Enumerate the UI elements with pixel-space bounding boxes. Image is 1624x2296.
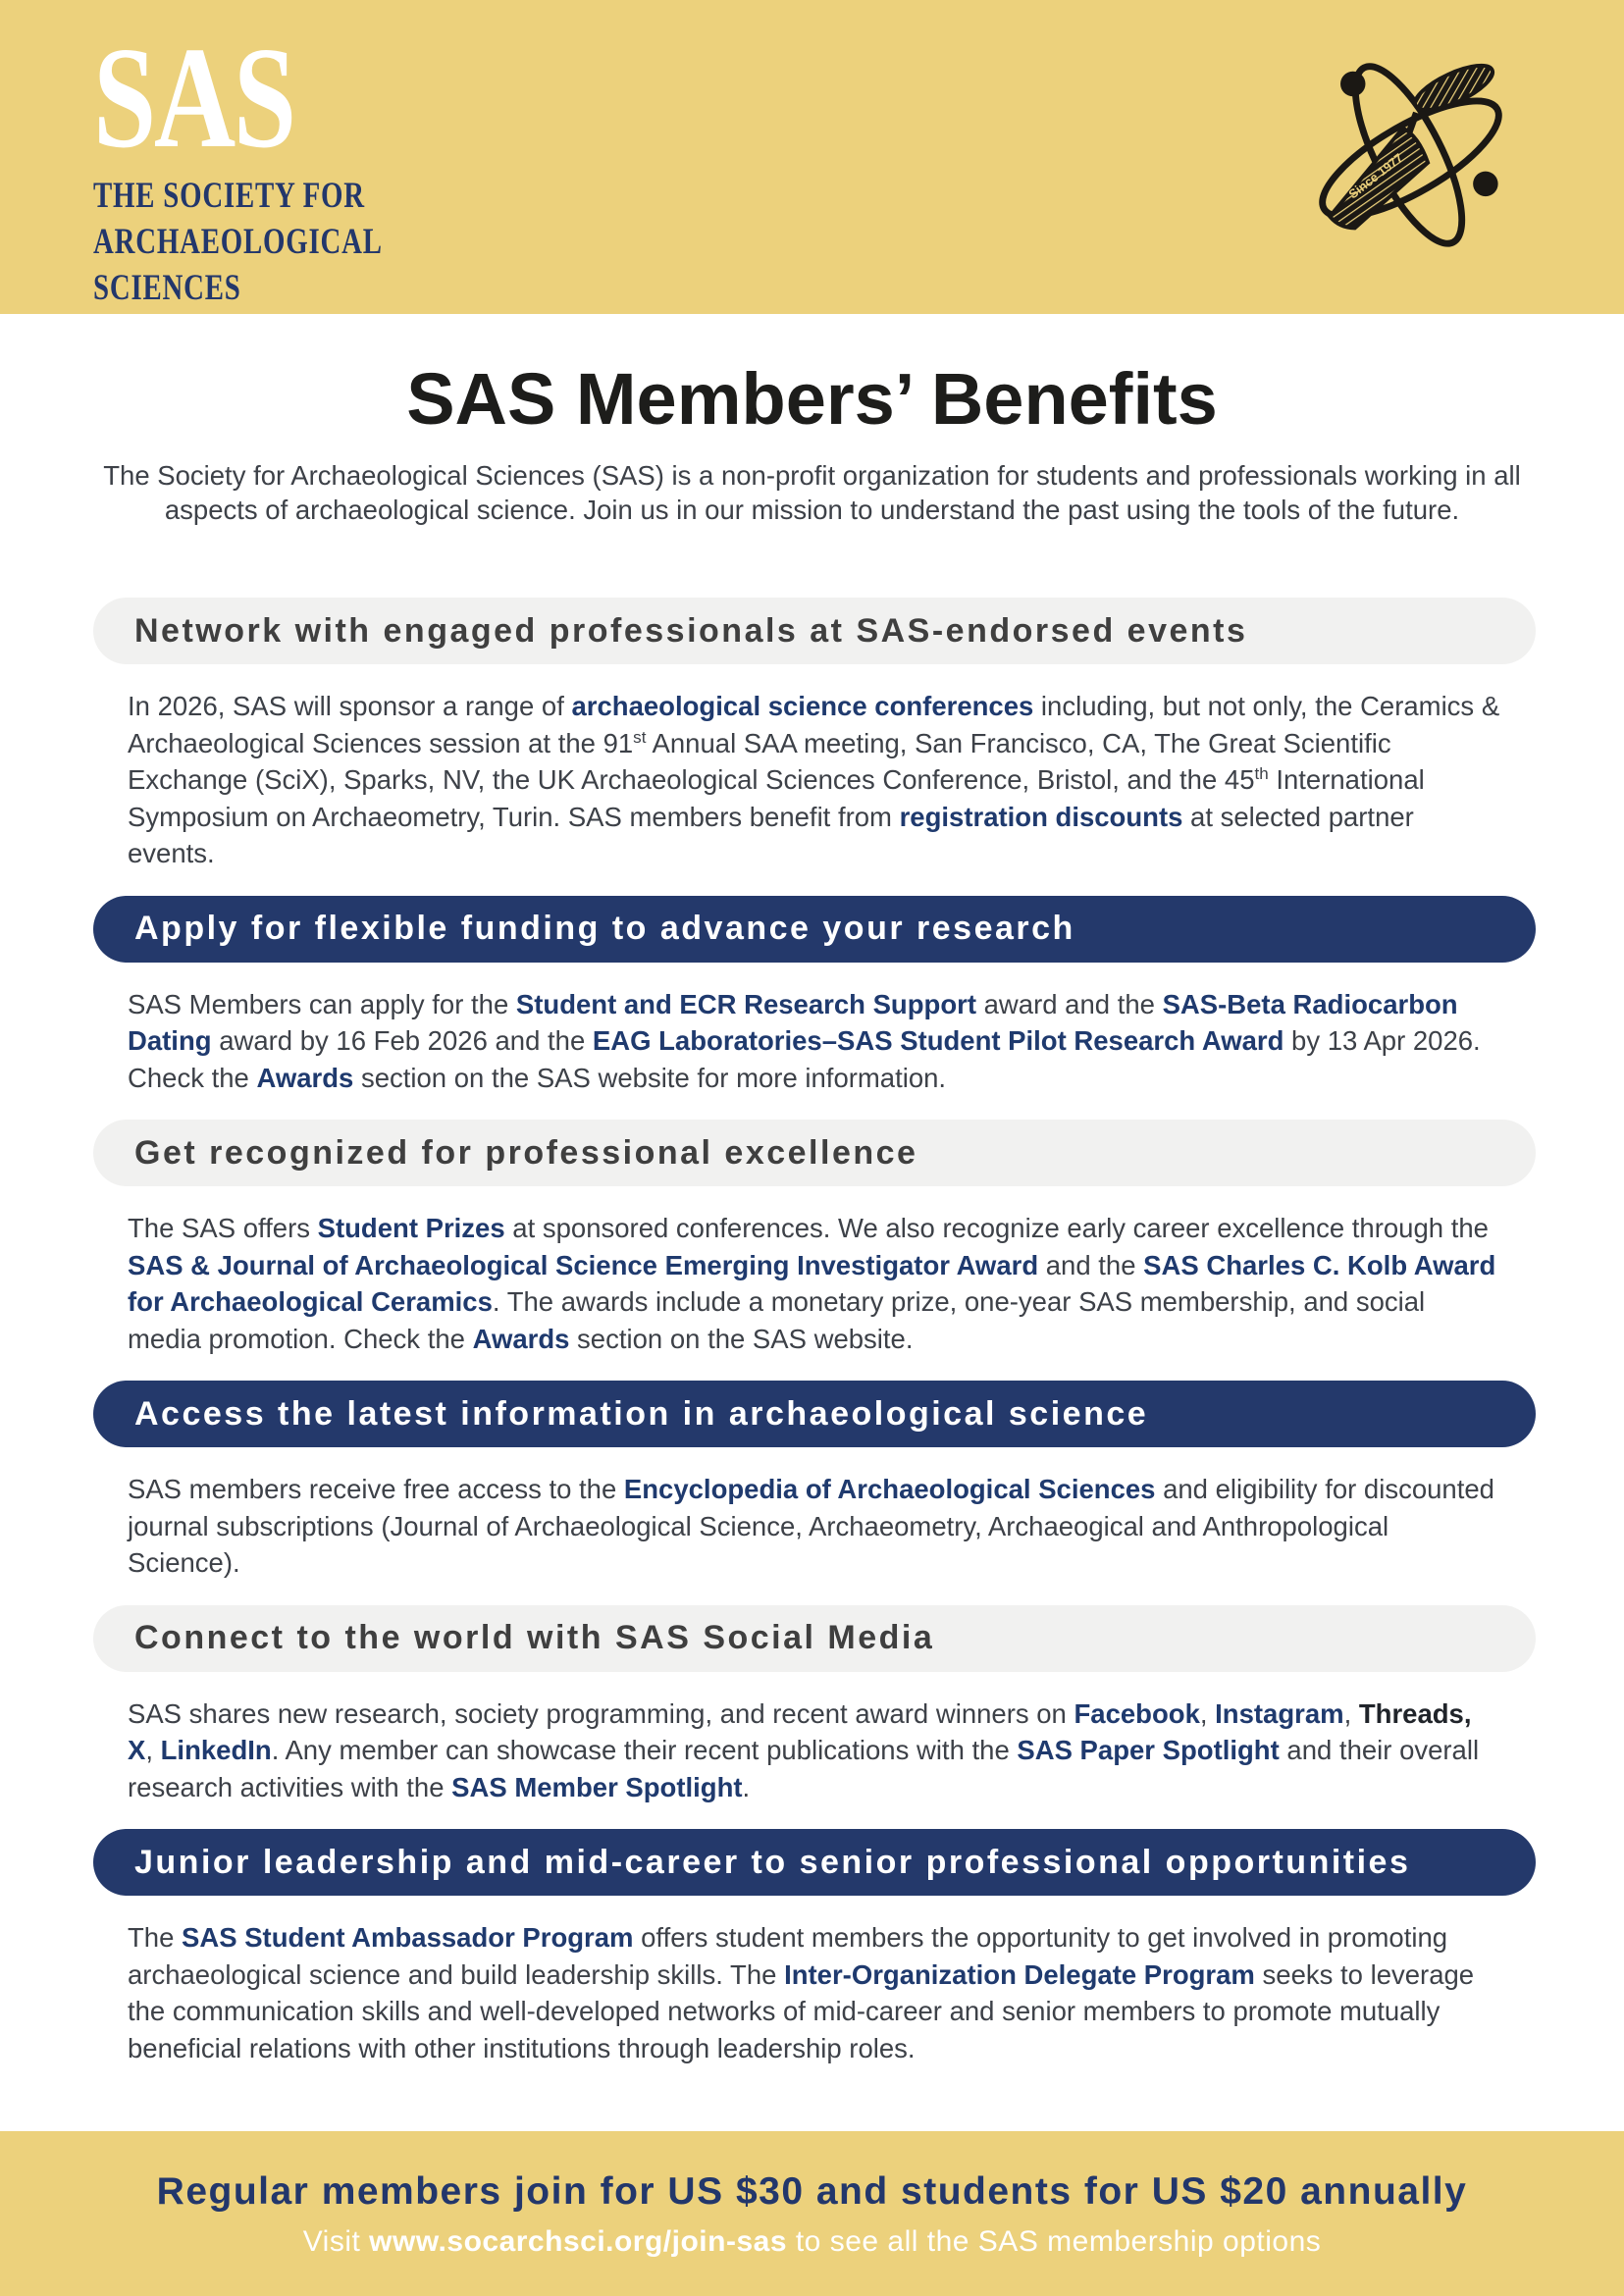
text-segment: SAS Paper Spotlight [1017,1735,1280,1765]
text-segment: LinkedIn [160,1735,272,1765]
intro-paragraph: The Society for Archaeological Sciences (SAS) is a non-profit organization for students and professionals working in all aspects of archaeological science. Join us in our mission to understand the past using the tools of the future. [103,460,1521,525]
section-information [0,1381,1624,1582]
text-segment: and the [1038,1249,1144,1280]
text-segment: th [1254,763,1269,783]
section-recognition [0,1120,1624,1357]
header-band [0,0,1624,314]
text-segment: award by 16 Feb 2026 and the [211,1025,593,1056]
section-heading-social-media: Connect to the world with SAS Social Media [93,1605,1536,1672]
page-title: SAS Members’ Benefits [406,358,1218,440]
text-segment: Student Prizes [317,1213,505,1243]
text-segment: SAS Student Ambassador Program [182,1922,634,1953]
text-segment: section on the SAS website for more information. [353,1062,947,1093]
text-segment: Annual SAA meeting, San Francisco, CA, The Great Scientific Exchange (SciX), Sparks, NV, the UK Archaeological Sciences Conference, Bristol, and the 45 [128,727,1391,795]
section-body-networking [128,688,1503,872]
text-segment: Instagram [1215,1697,1344,1729]
section-body-funding [128,986,1503,1097]
text-segment: to see all the SAS membership options [787,2225,1322,2258]
text-segment: st [633,727,647,747]
text-segment: SAS & Journal of Archaeological Science Emerging Investigator Award [128,1249,1039,1280]
electron-dot [1340,72,1365,96]
text-segment: at sponsored conferences. We also recognize early career excellence through the [504,1213,1489,1243]
section-body-recognition [128,1210,1503,1357]
text-segment: In 2026, SAS will sponsor a range of [128,691,572,721]
text-segment: SAS Member Spotlight [451,1771,743,1802]
text-segment: seeks to leverage the communication skills and well-developed networks of mid-career and senior members to promote mutually beneficial relations with other institutions through leadership roles. [128,1958,1475,2063]
footer-band [0,2131,1624,2296]
text-segment: and their overall research activities with the [128,1735,1480,1802]
text-segment: . Any member can showcase their recent publications with the [271,1735,1018,1765]
tagline-line-3: SCIENCES [93,267,241,308]
text-segment: and eligibility for discounted journal subscriptions (Journal of Archaeological Science, Archaeometry, Archaeogical and Anthropological Science). [128,1474,1494,1578]
text-segment: Encyclopedia of Archaeological Sciences [623,1474,1156,1504]
text-segment: section on the SAS website. [569,1323,914,1354]
section-body-information [128,1471,1503,1582]
section-heading-information: Access the latest information in archaeological science [93,1381,1536,1447]
sas-wordmark: SAS [93,18,294,179]
text-segment: SAS Members can apply for the [128,988,516,1019]
membership-url-line [0,2225,1624,2259]
text-segment: Threads, [1358,1697,1472,1729]
text-segment: at selected partner events. [128,801,1414,868]
section-social-media [0,1605,1624,1806]
text-segment: registration discounts [899,801,1183,832]
tagline-line-1: THE SOCIETY FOR [93,176,365,217]
section-heading-recognition: Get recognized for professional excellence [93,1120,1536,1186]
electron-dot [1473,172,1497,196]
text-segment: SAS shares new research, society programming, and recent award winners on [128,1697,1074,1729]
sas-tagline [93,174,383,311]
text-segment: The SAS offers [128,1213,318,1243]
section-funding [0,896,1624,1097]
text-segment: SAS-Beta Radiocarbon Dating [128,988,1458,1056]
text-segment: , [1343,1697,1359,1729]
text-segment: Student and ECR Research Support [515,988,976,1019]
section-leadership [0,1829,1624,2066]
text-segment: Inter-Organization Delegate Program [784,1958,1255,1990]
text-segment: offers student members the opportunity to get involved in promoting archaeological science and build leadership skills. The [128,1922,1448,1990]
text-segment: Visit [302,2225,370,2258]
text-segment: SAS Charles C. Kolb Award for Archaeological Ceramics [128,1249,1496,1317]
text-segment: SAS members receive free access to the [128,1474,624,1504]
text-segment: . The awards include a monetary prize, one-year SAS membership, and social media promotion. Check the [128,1286,1426,1354]
text-segment: Awards [256,1062,354,1093]
tagline-line-2: ARCHAEOLOGICAL [93,221,383,262]
text-segment: X [128,1735,146,1765]
section-heading-networking: Network with engaged professionals at SAS-endorsed events [93,598,1536,664]
text-segment: archaeological science conferences [571,691,1034,721]
membership-price-line: Regular members join for US $30 and students for US $20 annually [156,2170,1468,2213]
text-segment: www.socarchsci.org/join-sas [369,2225,788,2258]
text-segment: , [145,1735,161,1765]
section-heading-leadership: Junior leadership and mid-career to senior professional opportunities [93,1829,1536,1896]
text-segment: by 13 Apr 2026. Check the [128,1025,1481,1093]
sas-logo [93,18,383,311]
text-segment: , [1199,1697,1216,1729]
text-segment: including, but not only, the Ceramics & Archaeological Sciences session at the 91 [128,691,1500,758]
text-segment: Facebook [1074,1697,1200,1729]
text-segment: International Symposium on Archaeometry, Turin. SAS members benefit from [128,764,1425,832]
section-networking [0,598,1624,872]
atom-trowel-logo-icon [1295,35,1526,271]
text-segment: The [128,1922,183,1953]
text-segment: . [742,1771,751,1802]
text-segment: award and the [975,988,1163,1019]
section-body-leadership [128,1919,1503,2066]
trowel-handle [1409,57,1498,119]
section-body-social-media [128,1696,1503,1806]
text-segment: EAG Laboratories–SAS Student Pilot Research Award [592,1025,1284,1056]
section-heading-funding: Apply for flexible funding to advance your research [93,896,1536,963]
since-1977-label: Since 1977 [1345,150,1406,202]
text-segment: Awards [472,1323,570,1354]
